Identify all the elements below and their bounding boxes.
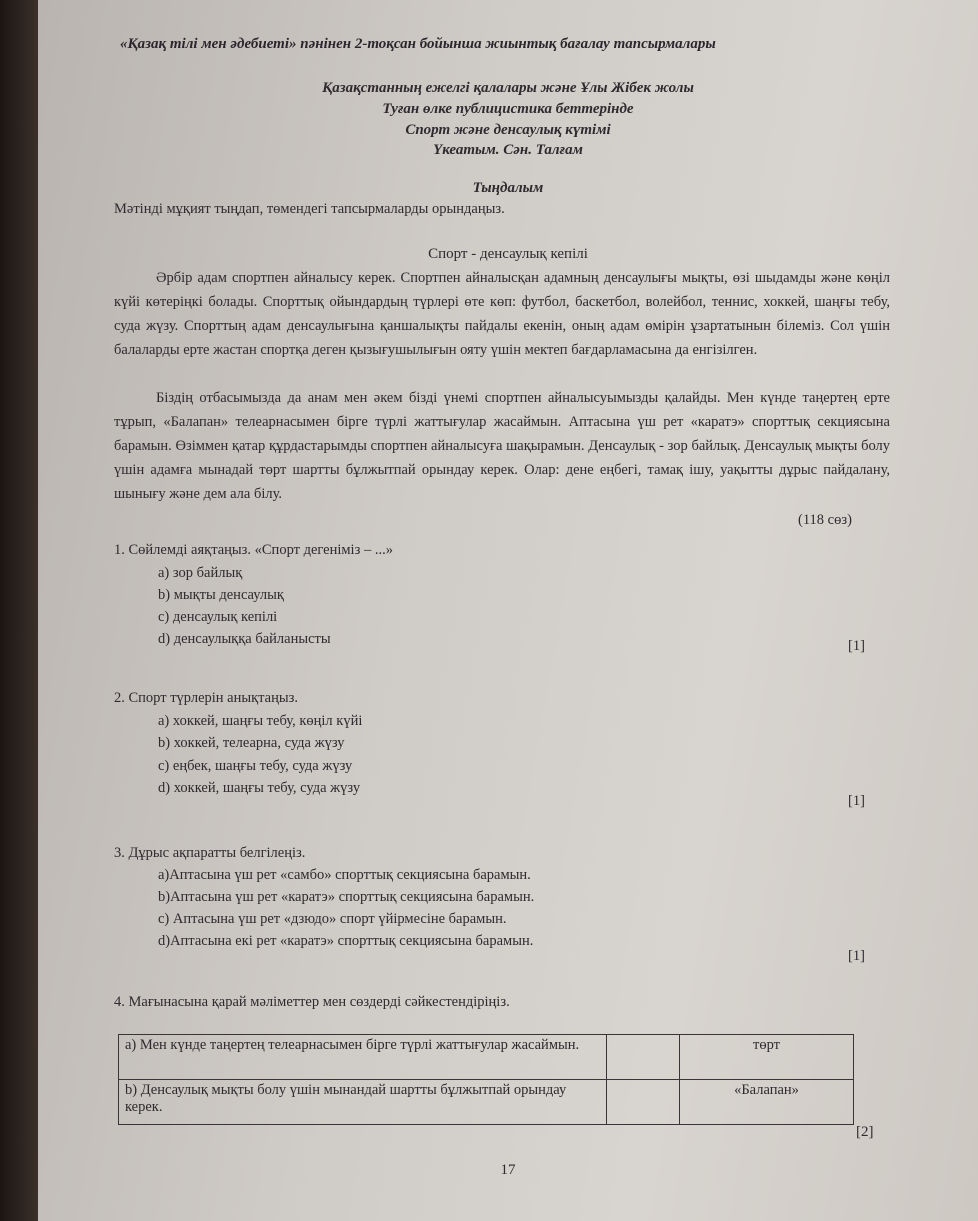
q1-option-d: d) денсаулыққа байланысты — [158, 631, 331, 647]
section-title: Тыңдалым — [472, 180, 544, 196]
topic-4: Үкеатым. Сән. Талғам — [433, 142, 583, 158]
q2-score: [1] — [848, 793, 865, 809]
q3-option-b: b)Аптасына үш рет «каратэ» спорттық секциясына барамын. — [158, 889, 535, 905]
word-count: (118 сөз) — [798, 512, 852, 528]
paragraph-2 — [114, 386, 890, 506]
table-row — [119, 1035, 854, 1080]
topic-2: Туған өлке публицистика беттерінде — [382, 101, 634, 117]
match-word-1: төрт — [680, 1035, 854, 1080]
matching-table — [118, 1034, 854, 1125]
match-statement-a: a) Мен күнде таңертең телеарнасымен бірге түрлі жаттығулар жасаймын. — [119, 1035, 607, 1080]
background-edge — [0, 0, 38, 1221]
match-answer-cell — [607, 1035, 680, 1080]
table-row — [119, 1080, 854, 1125]
text-title: Спорт - денсаулық кепілі — [428, 246, 588, 262]
q2-option-b: b) хоккей, телеарна, суда жүзу — [158, 735, 345, 751]
paragraph-2-text: Біздің отбасымызда да анам мен әкем бізді үнемі спортпен айналысуымызды қалайды. Мен күнде таңертең ерте тұрып, «Балапан» телеарнасымен бірге түрлі жаттығулар жасаймын. Аптасына үш рет «каратэ» спорттық секциясына барамын. Өзіммен қатар құрдастарымды спортпен айналысуға шақырамын. Денсаулық - зор байлық. Денсаулық мықты болу үшін адамға мынадай төрт шартты бұлжытпай орындау керек. Олар: дене еңбегі, тамақ ішу, уақытты дұрыс пайдалану, шынығу және дем ала білу. — [114, 390, 890, 502]
document-header: «Қазақ тілі мен әдебиеті» пәнінен 2-тоқсан бойынша жиынтық бағалау тапсырмалары — [120, 36, 716, 52]
exam-page — [38, 0, 978, 1221]
q2-option-a: a) хоккей, шаңғы тебу, көңіл күйі — [158, 713, 363, 729]
match-word-2: «Балапан» — [680, 1080, 854, 1125]
q3-option-a: a)Аптасына үш рет «самбо» спорттық секциясына барамын. — [158, 867, 531, 883]
instruction: Мәтінді мұқият тыңдап, төмендегі тапсырмаларды орындаңыз. — [114, 201, 505, 217]
q3-score: [1] — [848, 948, 865, 964]
match-statement-b: b) Денсаулық мықты болу үшін мынандай шартты бұлжытпай орындау керек. — [119, 1080, 607, 1125]
q1-score: [1] — [848, 638, 865, 654]
q4-score: [2] — [856, 1124, 874, 1140]
q1-option-a: a) зор байлық — [158, 565, 243, 581]
page-number: 17 — [500, 1162, 516, 1178]
q2-option-c: c) еңбек, шаңғы тебу, суда жүзу — [158, 758, 353, 774]
question-3: 3. Дұрыс ақпаратты белгілеңіз. — [114, 845, 306, 861]
question-1: 1. Сөйлемді аяқтаңыз. «Спорт дегеніміз – ...» — [114, 542, 393, 558]
question-4: 4. Мағынасына қарай мәліметтер мен сөздерді сәйкестендіріңіз. — [114, 994, 510, 1010]
topic-1: Қазақстанның ежелгі қалалары және Ұлы Жібек жолы — [322, 80, 694, 96]
q1-option-b: b) мықты денсаулық — [158, 587, 284, 603]
paragraph-1-text: Әрбір адам спортпен айналысу керек. Спортпен айналысқан адамның денсаулығы мықты, өзі шыдамды және көңіл күйі көтеріңкі болады. Спорттық ойындардың түрлері өте көп: футбол, баскетбол, волейбол, теннис, хоккей, шаңғы тебу, суда жүзу. Спорттың адам денсаулығына қаншалықты пайдалы екенін, оның адам өмірін ұзартатынын білеміз. Сол үшін балаларды ерте жастан спортқа деген қызығушылығын ояту үшін мектеп бағдарламасына да енгізілген. — [114, 270, 890, 358]
match-answer-cell — [607, 1080, 680, 1125]
q1-option-c: c) денсаулық кепілі — [158, 609, 278, 625]
q2-option-d: d) хоккей, шаңғы тебу, суда жүзу — [158, 780, 361, 796]
q3-option-d: d)Аптасына екі рет «каратэ» спорттық секциясына барамын. — [158, 933, 534, 949]
question-2: 2. Спорт түрлерін анықтаңыз. — [114, 690, 298, 706]
paragraph-1 — [114, 266, 890, 362]
q3-option-c: c) Аптасына үш рет «дзюдо» спорт үйірмесіне барамын. — [158, 911, 507, 927]
topic-3: Спорт және денсаулық күтімі — [405, 122, 611, 138]
